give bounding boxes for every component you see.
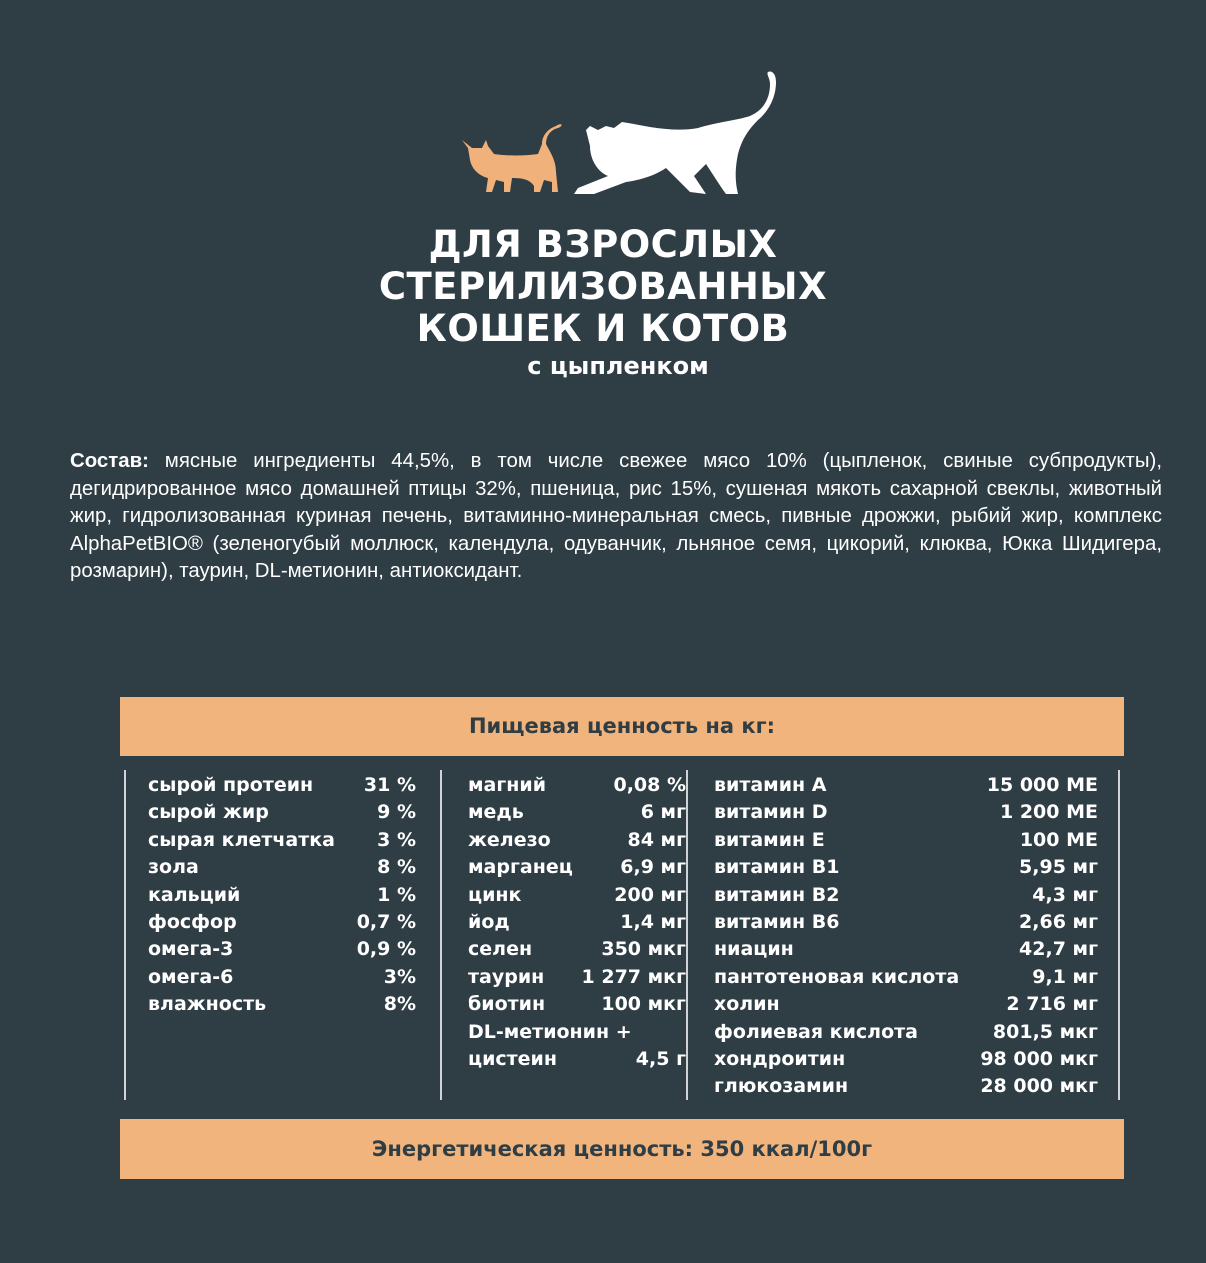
nutrient-row xyxy=(126,854,432,881)
nutrient-row xyxy=(688,799,1118,826)
nutrient-name: омега-6 xyxy=(148,965,234,988)
cats-illustration xyxy=(458,68,778,196)
nutrient-value: 2,66 мг xyxy=(1019,911,1098,933)
nutrient-name: марганец xyxy=(468,856,573,879)
nutrient-name: DL-метионин + xyxy=(468,1020,632,1043)
nutrient-name: зола xyxy=(148,856,199,879)
nutrient-row xyxy=(688,854,1118,881)
product-title xyxy=(0,224,1206,350)
nutrient-row xyxy=(688,909,1118,936)
nutrient-name: влажность xyxy=(148,993,267,1016)
nutrition-header: Пищевая ценность на кг: xyxy=(120,697,1124,756)
nutrient-name: витамин В6 xyxy=(714,911,840,933)
nutrient-name: холин xyxy=(714,993,780,1016)
nutrient-row xyxy=(688,772,1118,799)
nutrient-name: таурин xyxy=(468,965,545,988)
nutrient-row xyxy=(442,936,690,963)
nutrient-value: 1 % xyxy=(377,883,416,906)
nutrient-value: 9,1 мг xyxy=(1032,965,1098,988)
nutrient-value: 4,3 мг xyxy=(1032,883,1098,906)
nutrient-value: 42,7 мг xyxy=(1019,938,1098,961)
nutrient-row xyxy=(688,964,1118,991)
nutrient-name: сырой жир xyxy=(148,801,269,824)
nutrient-row xyxy=(688,827,1118,854)
nutrient-value: 15 000 МЕ xyxy=(986,774,1098,796)
nutrient-value: 3 % xyxy=(377,828,416,851)
nutrient-row xyxy=(688,1073,1118,1100)
composition-body: мясные ингредиенты 44,5%, в том числе свежее мясо 10% (цыпленок, свиные субпродукты), дегидрированное мясо домашней птицы 32%, пшеница, рис 15%, сушеная мякоть сахарной свеклы, животный жир, гидролизованная куриная печень, витаминно-минеральная смесь, пивные дрожжи, рыбий жир, комплекс AlphaPetBIO® (зеленогубый моллюск, календула, одуванчик, льняное семя, цикорий, клюква, Юкка Шидигера, розмарин), таурин, DL-метионин, антиоксидант. xyxy=(70,450,1162,583)
nutrient-name: ниацин xyxy=(714,938,794,961)
cat-icon xyxy=(574,71,776,194)
nutrient-value: 1 277 мкг xyxy=(581,965,686,988)
nutrient-row xyxy=(442,827,690,854)
nutrient-value: 350 мкг xyxy=(601,938,686,961)
nutrient-value: 6,9 мг xyxy=(620,856,686,879)
nutrient-value: 9 % xyxy=(377,801,416,824)
nutrient-value: 100 мкг xyxy=(601,993,686,1016)
nutrient-row xyxy=(442,1046,690,1073)
nutrient-name: хондроитин xyxy=(714,1048,846,1070)
nutrient-name: фосфор xyxy=(148,911,237,933)
nutrient-name: цистеин xyxy=(468,1048,557,1070)
nutrient-name: пантотеновая кислота xyxy=(714,965,960,988)
nutrient-row xyxy=(688,1046,1118,1073)
nutrient-value: 5,95 мг xyxy=(1019,856,1098,879)
nutrient-row xyxy=(442,991,690,1018)
nutrient-name: биотин xyxy=(468,993,546,1016)
product-subtitle: с цыпленком xyxy=(527,352,709,380)
nutrient-value: 28 000 мкг xyxy=(980,1075,1098,1098)
nutrient-name: железо xyxy=(468,828,551,851)
nutrient-value: 0,08 % xyxy=(613,774,686,796)
nutrient-value: 8% xyxy=(383,993,416,1016)
nutrient-value: 84 мг xyxy=(627,828,686,851)
nutrient-row xyxy=(126,827,432,854)
nutrient-row xyxy=(442,772,690,799)
nutrient-row xyxy=(442,909,690,936)
nutrient-row xyxy=(126,964,432,991)
nutrient-value: 6 мг xyxy=(640,801,686,824)
nutrient-value: 1 200 МЕ xyxy=(1000,801,1098,824)
nutrition-table xyxy=(124,770,1120,1100)
nutrient-name: йод xyxy=(468,911,510,933)
nutrient-row xyxy=(442,854,690,881)
nutrient-row xyxy=(688,936,1118,963)
nutrient-row xyxy=(442,1019,690,1046)
nutrient-row xyxy=(126,991,432,1018)
nutrient-name: витамин А xyxy=(714,774,827,796)
kitten-icon xyxy=(462,124,562,192)
energy-value: Энергетическая ценность: 350 ккал/100г xyxy=(120,1119,1124,1179)
composition-label: Состав: xyxy=(70,450,149,472)
nutrient-value: 3% xyxy=(383,965,416,988)
nutrient-row xyxy=(126,799,432,826)
nutrient-value: 200 мг xyxy=(614,883,686,906)
nutrition-column-minerals xyxy=(440,770,690,1100)
nutrient-value: 2 716 мг xyxy=(1006,993,1098,1016)
nutrient-name: фолиевая кислота xyxy=(714,1020,918,1043)
nutrient-name: сырая клетчатка xyxy=(148,828,335,851)
title-line: КОШЕК И КОТОВ xyxy=(416,307,790,350)
nutrition-column-vitamins xyxy=(686,770,1120,1100)
nutrient-value: 100 МЕ xyxy=(1019,828,1098,851)
nutrition-column-main xyxy=(124,770,432,1100)
title-line: СТЕРИЛИЗОВАННЫХ xyxy=(378,265,828,308)
title-line: ДЛЯ ВЗРОСЛЫХ xyxy=(428,223,778,266)
nutrient-name: селен xyxy=(468,938,533,961)
nutrient-value: 1,4 мг xyxy=(620,911,686,933)
nutrient-row xyxy=(688,882,1118,909)
nutrient-name: глюкозамин xyxy=(714,1075,849,1098)
nutrient-row xyxy=(126,882,432,909)
composition-text xyxy=(70,448,1162,586)
nutrient-value: 801,5 мкг xyxy=(992,1020,1098,1043)
nutrient-value: 4,5 г xyxy=(635,1048,686,1070)
nutrient-row xyxy=(442,964,690,991)
nutrient-row xyxy=(442,882,690,909)
nutrient-name: витамин D xyxy=(714,801,828,824)
nutrient-name: сырой протеин xyxy=(148,774,314,796)
nutrient-row xyxy=(126,772,432,799)
nutrient-value: 98 000 мкг xyxy=(980,1048,1098,1070)
nutrient-name: магний xyxy=(468,774,547,796)
nutrient-name: медь xyxy=(468,801,524,824)
nutrient-row xyxy=(688,1019,1118,1046)
nutrient-value: 8 % xyxy=(377,856,416,879)
nutrient-row xyxy=(126,936,432,963)
nutrient-row xyxy=(126,909,432,936)
nutrient-row xyxy=(688,991,1118,1018)
nutrient-value: 0,7 % xyxy=(356,911,416,933)
nutrient-value: 0,9 % xyxy=(356,938,416,961)
nutrient-name: кальций xyxy=(148,883,241,906)
nutrient-name: цинк xyxy=(468,883,522,906)
nutrient-value: 31 % xyxy=(363,774,416,796)
nutrient-row xyxy=(442,799,690,826)
nutrient-name: омега-3 xyxy=(148,938,234,961)
nutrient-name: витамин В2 xyxy=(714,883,840,906)
nutrient-name: витамин Е xyxy=(714,828,825,851)
nutrient-name: витамин В1 xyxy=(714,856,840,879)
